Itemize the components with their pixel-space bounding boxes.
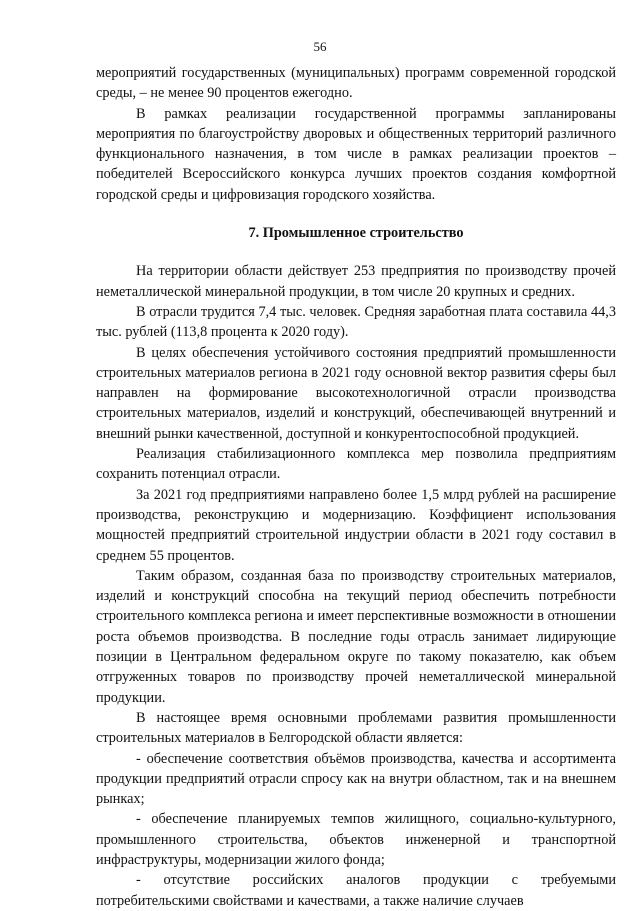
paragraph: В настоящее время основными проблемами развития промышленности строительных материалов в Белгородской области является: [96,709,616,747]
body-text [96,63,616,911]
section-heading: 7. Промышленное строительство [248,225,464,242]
paragraph: За 2021 год предприятиями направлено более 1,5 млрд рублей на расширение производства, реконструкцию и модернизацию. Коэффициент использования мощностей предприятий строительной индустрии области в 2021 году составил в среднем 55 процентов. [96,486,616,564]
list-item: - обеспечение планируемых темпов жилищного, социально-культурного, промышленного строительства, объектов инженерной и транспортной инфраструктуры, модернизации жилого фонда; [96,811,616,868]
paragraph: В отрасли трудится 7,4 тыс. человек. Средняя заработная плата составила 44,3 тыс. рублей (113,8 процента к 2020 году). [96,303,616,341]
paragraph: На территории области действует 253 предприятия по производству прочей неметаллической минеральной продукции, в том числе 20 крупных и средних. [96,263,616,300]
paragraph: В целях обеспечения устойчивого состояния предприятий промышленности строительных материалов региона в 2021 году основной вектор развития сферы был направлен на формирование высокотехнологичной отрасли производства строительных материалов, изделий и конструкций, обеспечивающей внутренний и внешний рынки качественной, доступной и конкурентоспособной продукцией. [96,344,616,442]
list-item: - отсутствие российских аналогов продукции с требуемыми потребительскими свойствами и качествами, а также наличие случаев [96,872,616,909]
page-number: 56 [313,39,327,54]
paragraph: В рамках реализации государственной программы запланированы мероприятия по благоустройству дворовых и общественных территорий различного функционального назначения, в том числе в рамках реализации проектов – победителей Всероссийского конкурса лучших проектов создания комфортной городской среды и цифровизация городского хозяйства. [96,105,616,203]
paragraph: Реализация стабилизационного комплекса мер позволила предприятиям сохранить потенциал отрасли. [96,446,616,483]
paragraph: Таким образом, созданная база по производству строительных материалов, изделий и конструкций способна на текущий период обеспечить потребности строительного комплекса региона и имеет перспективные возможности в отношении роста объемов производства. В последние годы отрасль занимает лидирующие позиции в Центральном федеральном округе по такому показателю, как объем отгруженных товаров по производству прочей неметаллической минеральной продукции. [96,567,616,706]
paragraph: мероприятий государственных (муниципальных) программ современной городской среды, – не менее 90 процентов ежегодно. [96,65,616,102]
list-item: - обеспечение соответствия объёмов производства, качества и ассортимента продукции предприятий отрасли спросу как на внутри областном, так и на внешнем рынках; [96,750,616,808]
